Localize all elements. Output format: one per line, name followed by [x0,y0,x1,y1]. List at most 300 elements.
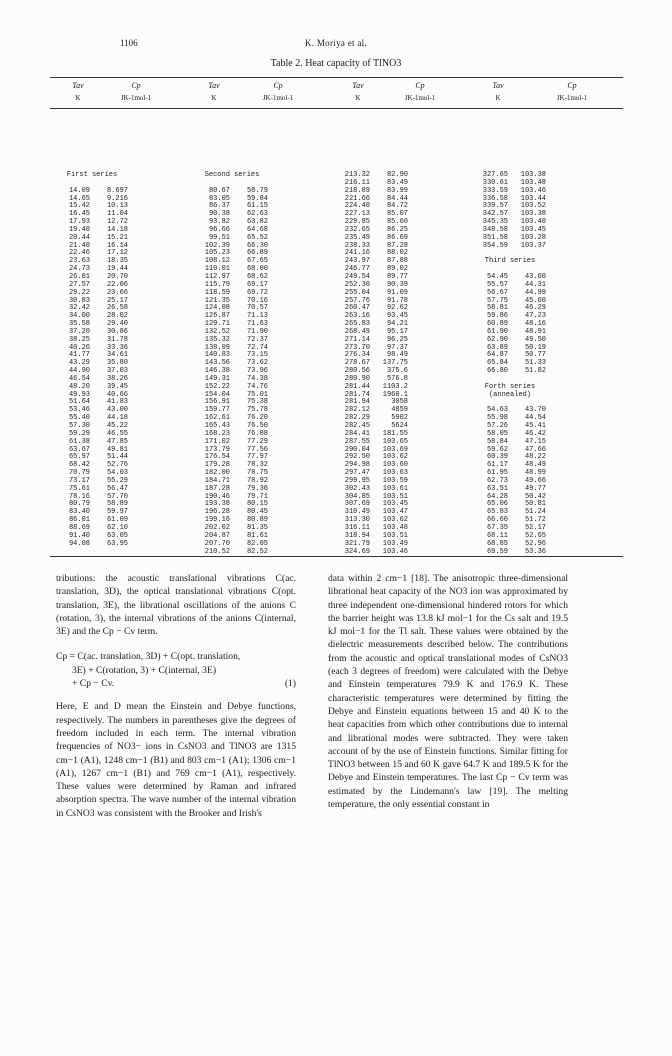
temperature-cell: 61.95 [486,469,508,478]
temperature-cell: 299.95 [344,476,370,485]
heat-capacity-cell: 76.50 [246,422,268,430]
heat-capacity-cell: 18.35 [106,257,128,266]
temperature-cell: 171.02 [204,437,230,446]
temperature-cell: 297.47 [344,469,370,478]
heat-capacity-cell: 103.51 [382,531,408,540]
heat-capacity-cell: 46.29 [524,304,546,313]
temperature-cell: 290.04 [344,445,370,454]
heat-capacity-cell: 52.65 [524,531,546,540]
temperature-cell: 68.42 [68,461,90,470]
series-label: Second series [204,171,260,179]
heat-capacity-cell: 80.89 [246,516,268,525]
temperature-cell: 105.23 [204,249,230,258]
heat-capacity-cell: 85.07 [386,210,408,219]
heat-capacity-cell: 33.36 [106,343,128,352]
temperature-cell: 304.85 [344,492,370,501]
temperature-cell: 282.12 [344,406,370,415]
heat-capacity-cell: 89.77 [386,272,408,281]
temperature-cell: 102.39 [204,241,230,250]
column-header [250,80,306,104]
heat-capacity-cell: 47.23 [524,312,546,321]
heat-capacity-cell: 73.15 [246,351,268,360]
heat-capacity-cell: 61.15 [246,202,268,211]
temperature-cell: 121.35 [204,296,230,305]
temperature-cell: 53.46 [68,406,90,415]
heat-capacity-cell: 23.66 [106,288,128,297]
table-row [474,368,546,376]
heat-capacity-cell: 52.76 [106,461,128,470]
heat-capacity-cell: 50.81 [524,500,546,509]
temperature-cell: 63.51 [486,484,508,493]
heat-capacity-cell: 70.16 [246,296,268,305]
heat-capacity-cell: 103.40 [520,218,546,227]
temperature-cell: 24.73 [68,265,90,274]
heat-capacity-cell: 51.44 [106,453,128,462]
temperature-cell: 184.71 [204,476,230,485]
heat-capacity-cell: 58.89 [106,500,128,509]
equation-line: Cp = C(ac. translation, 3D) + C(opt. translation, [56,651,241,663]
equation-1 [56,650,296,690]
temperature-cell: 58.05 [486,429,508,438]
temperature-cell: 138.09 [204,343,230,352]
heat-capacity-cell: 103.46 [382,547,408,556]
temperature-cell: 263.16 [344,312,370,321]
heat-capacity-cell: 5902 [391,414,408,423]
series-label: Forth series [484,382,536,391]
heat-capacity-cell: 103.51 [382,492,408,501]
series-heading [56,172,128,180]
table-column-group [336,172,408,556]
heat-capacity-cell: 3058 [391,398,408,407]
temperature-cell: 75.61 [68,484,90,493]
column-header [50,80,106,104]
heat-capacity-cell: 11.04 [106,210,128,219]
temperature-cell: 34.00 [68,312,90,321]
heat-capacity-cell: 19.44 [106,265,128,274]
heat-capacity-cell: 75.38 [246,398,268,407]
heat-capacity-cell: 43.00 [106,406,128,415]
column-header [470,80,526,104]
temperature-cell: 165.43 [204,422,230,430]
heat-capacity-cell: 91.78 [386,296,408,305]
temperature-cell: 55.57 [486,280,508,289]
temperature-cell: 63.89 [486,343,508,352]
temperature-cell: 64.28 [486,492,508,501]
temperature-cell: 281.94 [344,398,370,407]
temperature-cell: 64.87 [486,351,508,360]
temperature-cell: 88.69 [68,523,90,532]
heat-capacity-cell: 25.17 [106,296,128,305]
heat-capacity-cell: 44.18 [106,414,128,423]
heat-capacity-cell: 78.75 [246,469,268,478]
temperature-cell: 204.87 [204,531,230,540]
heat-capacity-cell: 51.82 [524,367,546,376]
temperature-cell: 187.28 [204,484,230,493]
temperature-cell: 351.58 [482,233,508,242]
table-top-rule [50,77,623,78]
column-header-symbol: Cp [131,81,141,90]
temperature-cell: 280.56 [344,367,370,376]
heat-capacity-cell: 103.65 [382,437,408,446]
table-title: Table 2. Heat capacity of TlNO3 [270,58,402,69]
table-column-group [474,172,546,556]
temperature-cell: 284.41 [344,429,370,438]
heat-capacity-cell: 4859 [391,406,408,415]
temperature-cell: 58.81 [486,304,508,313]
heat-capacity-cell: 96.25 [386,335,408,344]
heat-capacity-cell: 74.76 [246,382,268,391]
heat-capacity-cell: 63.82 [246,218,268,227]
column-header-symbol: Cp [567,81,577,90]
temperature-cell: 83.40 [68,508,90,517]
temperature-cell: 168.23 [204,429,230,438]
temperature-cell: 73.17 [68,476,90,485]
heat-capacity-cell: 57.70 [106,492,128,501]
temperature-cell: 61.17 [486,461,508,470]
heat-capacity-cell: 14.18 [106,225,128,234]
heat-capacity-cell: 97.37 [386,343,408,352]
heat-capacity-cell: 84.44 [386,194,408,203]
paragraph: tributions: the acoustic translational vibrations C(ac. translation, 3D), the optical translational vibrations C(opt. translation, 3E), the librational oscillations of the anions C (rotation, 3), the internal vibrations of the anions C(internal, 3E) and the Cp − Cv term. [56,573,296,638]
heat-capacity-cell: 45.22 [106,422,128,430]
heat-capacity-cell: 91.09 [386,288,408,297]
temperature-cell: 46.54 [68,374,90,383]
temperature-cell: 246.77 [344,265,370,274]
temperature-cell: 80.67 [208,186,230,195]
heat-capacity-cell: 46.42 [524,429,546,438]
heat-capacity-cell: 49.50 [524,335,546,344]
temperature-cell: 20.44 [68,233,90,242]
temperature-cell: 252.30 [344,280,370,289]
heat-capacity-cell: 5624 [391,422,408,430]
temperature-cell: 32.42 [68,304,90,313]
heat-capacity-cell: 77.29 [246,437,268,446]
heat-capacity-cell: 103.28 [520,233,546,242]
temperature-cell: 29.22 [68,288,90,297]
temperature-cell: 55.40 [68,414,90,423]
heat-capacity-cell: 40.66 [106,390,128,399]
column-header [108,80,164,104]
temperature-cell: 229.85 [344,218,370,227]
temperature-cell: 129.71 [204,320,230,329]
temperature-cell: 30.83 [68,296,90,305]
heat-capacity-cell: 41.83 [106,398,128,407]
heat-capacity-cell: 47.66 [524,445,546,454]
page-number: 1106 [120,38,138,48]
temperature-cell: 66.80 [486,367,508,376]
temperature-cell: 90.38 [208,210,230,219]
heat-capacity-cell: 62.63 [246,210,268,219]
heat-capacity-cell: 47.15 [524,437,546,446]
temperature-cell: 66.60 [486,516,508,525]
heat-capacity-cell: 84.72 [386,202,408,211]
heat-capacity-cell: 78.32 [246,461,268,470]
column-header [392,80,448,104]
heat-capacity-cell: 17.12 [106,249,128,258]
column-header-unit: K [211,94,217,102]
temperature-cell: 210.52 [204,547,230,556]
heat-capacity-cell: 103.52 [520,202,546,211]
heat-capacity-cell: 103.69 [382,445,408,454]
heat-capacity-cell: 83.49 [386,178,408,187]
heat-capacity-cell: 54.03 [106,469,128,478]
temperature-cell: 162.61 [204,414,230,423]
temperature-cell: 44.90 [68,367,90,376]
heat-capacity-cell: 58.79 [246,186,268,195]
temperature-cell: 152.22 [204,382,230,391]
temperature-cell: 96.66 [208,225,230,234]
temperature-cell: 54.63 [486,406,508,415]
temperature-cell: 59.62 [486,445,508,454]
heat-capacity-cell: 59.84 [246,194,268,203]
heat-capacity-cell: 49.81 [106,445,128,454]
heat-capacity-cell: 95.17 [386,327,408,336]
temperature-cell: 108.12 [204,257,230,266]
column-header-unit: JK-1mol-1 [404,94,436,102]
temperature-cell: 69.59 [486,547,508,556]
temperature-cell: 342.57 [482,210,508,219]
temperature-cell: 61.90 [486,327,508,336]
heat-capacity-cell: 59.97 [106,508,128,517]
heat-capacity-cell: 79.71 [246,492,268,501]
temperature-cell: 243.97 [344,257,370,266]
temperature-cell: 232.65 [344,225,370,234]
temperature-cell: 224.40 [344,202,370,211]
equation-line: + Cp − Cv. [72,678,115,690]
temperature-cell: 255.04 [344,288,370,297]
temperature-cell: 176.54 [204,453,230,462]
temperature-cell: 91.40 [68,531,90,540]
temperature-cell: 221.66 [344,194,370,203]
body-column-left [56,572,296,820]
temperature-cell: 216.11 [344,178,370,187]
temperature-cell: 307.69 [344,500,370,509]
temperature-cell: 281.74 [344,390,370,399]
heat-capacity-cell: 15.21 [106,233,128,242]
column-header [330,80,386,104]
heat-capacity-cell: 20.70 [106,272,128,281]
temperature-cell: 59.29 [68,429,90,438]
heat-capacity-cell: 103.62 [382,453,408,462]
heat-capacity-cell: 51.24 [524,508,546,517]
temperature-cell: 26.01 [68,272,90,281]
heat-capacity-cell: 103.60 [382,461,408,470]
heat-capacity-cell: 61.09 [106,516,128,525]
temperature-cell: 235.49 [344,233,370,242]
temperature-cell: 316.11 [344,523,370,532]
temperature-cell: 65.84 [486,359,508,368]
heat-capacity-cell: 43.70 [524,406,546,415]
temperature-cell: 17.93 [68,218,90,227]
heat-capacity-cell: 28.02 [106,312,128,321]
temperature-cell: 218.89 [344,186,370,195]
heat-capacity-cell: 70.57 [246,304,268,313]
temperature-cell: 260.47 [344,304,370,313]
heat-capacity-cell: 576.8 [386,374,408,383]
heat-capacity-cell: 93.45 [386,312,408,321]
temperature-cell: 333.59 [482,186,508,195]
heat-capacity-cell: 12.72 [106,218,128,227]
temperature-cell: 281.44 [344,382,370,391]
heat-capacity-cell: 55.29 [106,476,128,485]
heat-capacity-cell: 22.06 [106,280,128,289]
temperature-cell: 143.56 [204,359,230,368]
column-header-symbol: Tav [352,81,364,90]
temperature-cell: 126.87 [204,312,230,321]
temperature-cell: 310.49 [344,508,370,517]
temperature-cell: 112.97 [204,272,230,281]
heat-capacity-cell: 66.89 [246,249,268,258]
heat-capacity-cell: 48.49 [524,461,546,470]
table-column-group [56,172,128,549]
heat-capacity-cell: 29.40 [106,320,128,329]
column-header-unit: K [495,94,501,102]
heat-capacity-cell: 50.77 [524,351,546,360]
series-heading [196,172,268,180]
heat-capacity-cell: 26.58 [106,304,128,313]
heat-capacity-cell: 82.90 [386,171,408,179]
heat-capacity-cell: 66.30 [246,241,268,250]
heat-capacity-cell: 89.02 [386,265,408,274]
temperature-cell: 51.64 [68,398,90,407]
heat-capacity-cell: 69.17 [246,280,268,289]
column-header-symbol: Tav [208,81,220,90]
heat-capacity-cell: 79.36 [246,484,268,493]
heat-capacity-cell: 71.13 [246,312,268,321]
temperature-cell: 124.08 [204,304,230,313]
temperature-cell: 67.35 [486,523,508,532]
table-row [474,243,546,251]
temperature-cell: 68.85 [486,539,508,548]
heat-capacity-cell: 71.90 [246,327,268,336]
heat-capacity-cell: 375.6 [386,367,408,376]
table-row [56,541,128,549]
temperature-cell: 38.25 [68,335,90,344]
heat-capacity-cell: 103.38 [520,210,546,219]
heat-capacity-cell: 49.66 [524,476,546,485]
column-header-symbol: Cp [273,81,283,90]
heat-capacity-cell: 86.25 [386,225,408,234]
temperature-cell: 276.34 [344,351,370,360]
heat-capacity-cell: 44.54 [524,414,546,423]
heat-capacity-cell: 16.14 [106,241,128,250]
heat-capacity-cell: 67.65 [246,257,268,266]
temperature-cell: 241.16 [344,249,370,258]
heat-capacity-cell: 88.02 [386,249,408,258]
temperature-cell: 282.29 [344,414,370,423]
heat-capacity-cell: 38.26 [106,374,128,383]
heat-capacity-cell: 71.63 [246,320,268,329]
heat-capacity-cell: 51.72 [524,516,546,525]
temperature-cell: 292.50 [344,453,370,462]
series-heading [474,258,546,266]
heat-capacity-cell: 39.45 [106,382,128,391]
temperature-cell: 49.93 [68,390,90,399]
heat-capacity-cell: 103.61 [382,484,408,493]
heat-capacity-cell: 48.16 [524,320,546,329]
temperature-cell: 15.42 [68,202,90,211]
heat-capacity-cell: 37.03 [106,367,128,376]
temperature-cell: 63.67 [68,445,90,454]
temperature-cell: 57.30 [68,422,90,430]
temperature-cell: 54.45 [486,272,508,281]
temperature-cell: 257.76 [344,296,370,305]
temperature-cell: 149.31 [204,374,230,383]
temperature-cell: 268.49 [344,327,370,336]
temperature-cell: 199.16 [204,516,230,525]
column-header-symbol: Tav [72,81,84,90]
temperature-cell: 23.63 [68,257,90,266]
body-column-right [328,572,568,811]
temperature-cell: 55.98 [486,414,508,423]
temperature-cell: 60.89 [486,320,508,329]
temperature-cell: 86.01 [68,516,90,525]
series-heading [474,392,546,400]
heat-capacity-cell: 45.60 [524,296,546,305]
heat-capacity-cell: 77.97 [246,453,268,462]
temperature-cell: 207.70 [204,539,230,548]
temperature-cell: 190.46 [204,492,230,501]
equation-number: (1) [284,678,296,690]
temperature-cell: 273.70 [344,343,370,352]
series-label: Third series [484,257,536,266]
temperature-cell: 354.59 [482,241,508,250]
temperature-cell: 59.86 [486,312,508,321]
column-header-unit: K [75,94,81,102]
temperature-cell: 61.38 [68,437,90,446]
heat-capacity-cell: 83.99 [386,186,408,195]
heat-capacity-cell: 103.48 [382,523,408,532]
heat-capacity-cell: 76.20 [246,414,268,423]
temperature-cell: 196.28 [204,508,230,517]
column-header-unit: K [355,94,361,102]
temperature-cell: 41.77 [68,351,90,360]
heat-capacity-cell: 31.78 [106,335,128,344]
temperature-cell: 65.97 [68,453,90,462]
temperature-cell: 282.45 [344,422,370,430]
temperature-cell: 58.84 [486,437,508,446]
temperature-cell: 318.94 [344,531,370,540]
temperature-cell: 57.75 [486,296,508,305]
temperature-cell: 173.79 [204,445,230,454]
heat-capacity-cell: 94.21 [386,320,408,329]
heat-capacity-cell: 68.00 [246,265,268,274]
heat-capacity-cell: 103.45 [382,500,408,509]
temperature-cell: 65.06 [486,500,508,509]
heat-capacity-cell: 64.68 [246,225,268,234]
temperature-cell: 16.45 [68,210,90,219]
heat-capacity-cell: 52.17 [524,523,546,532]
heat-capacity-cell: 181.55 [382,429,408,438]
temperature-cell: 94.08 [68,539,90,548]
temperature-cell: 115.79 [204,280,230,289]
heat-capacity-cell: 45.41 [524,422,546,430]
heat-capacity-cell: 137.75 [382,359,408,368]
heat-capacity-cell: 103.38 [520,171,546,179]
temperature-cell: 327.65 [482,171,508,179]
temperature-cell: 22.46 [68,249,90,258]
heat-capacity-cell: 90.39 [386,280,408,289]
heat-capacity-cell: 78.92 [246,476,268,485]
heat-capacity-cell: 81.61 [246,531,268,540]
heat-capacity-cell: 9.216 [106,194,128,203]
heat-capacity-cell: 1103.2 [382,382,408,391]
heat-capacity-cell: 44.31 [524,280,546,289]
temperature-cell: 110.01 [204,265,230,274]
heat-capacity-cell: 80.15 [246,500,268,509]
temperature-cell: 132.52 [204,327,230,336]
heat-capacity-cell: 103.62 [382,516,408,525]
